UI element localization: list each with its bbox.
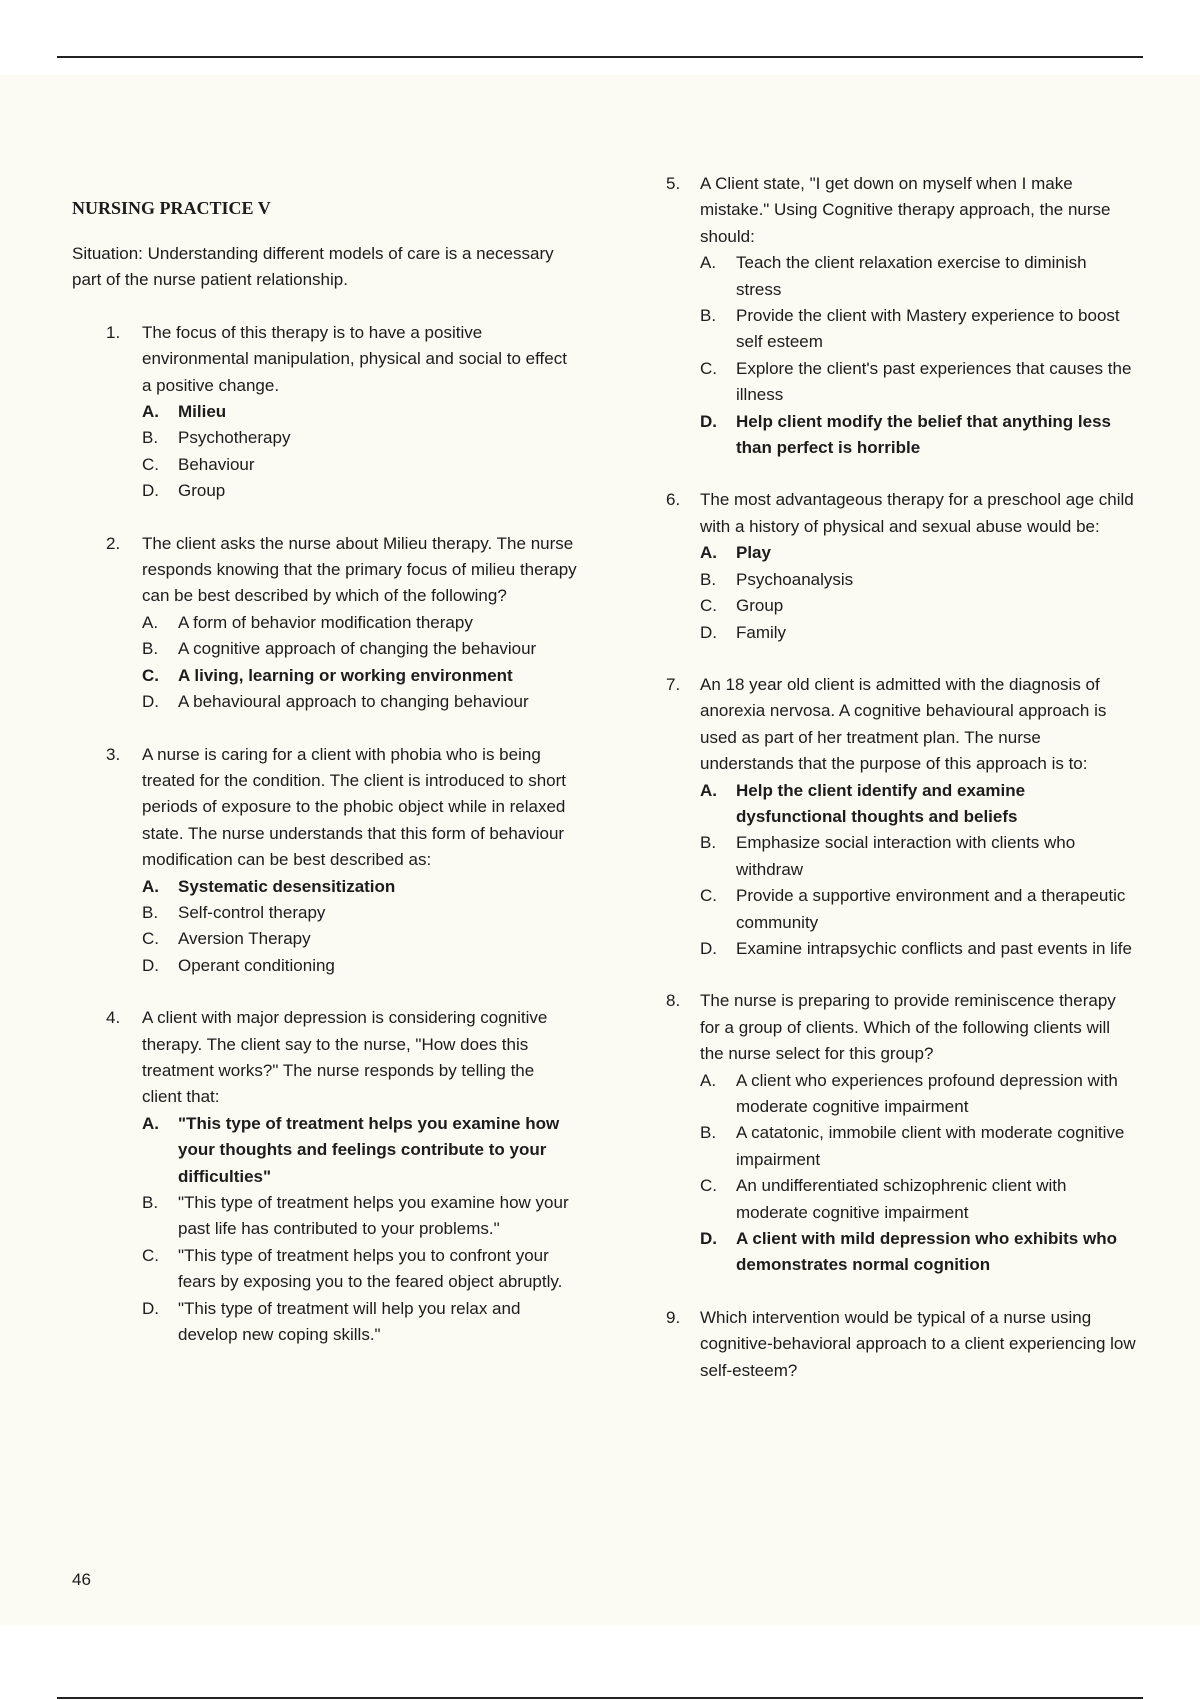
option-letter: B. — [700, 1123, 717, 1143]
question-text: A client with major depression is considering cognitive therapy. The client say to the nurse, "How does this treatment works?" The nurse responds by telling the client that: — [142, 1008, 548, 1107]
option-letter: B. — [142, 902, 159, 922]
option-text: "This type of treatment helps you examine how your thoughts and feelings contribute to your difficulties" — [178, 1113, 560, 1186]
question-text: A Client state, "I get down on myself when I make mistake." Using Cognitive therapy approach, the nurse should: — [700, 174, 1111, 246]
option — [142, 452, 577, 478]
question-number: 8. — [666, 991, 681, 1011]
answer-option — [142, 874, 577, 900]
question-stem — [72, 531, 577, 610]
option-letter: D. — [700, 1229, 717, 1249]
option-list — [72, 874, 577, 980]
option — [700, 883, 1136, 936]
left-column — [72, 75, 577, 1348]
option — [142, 953, 577, 979]
option-text: Family — [736, 622, 787, 642]
option — [142, 1190, 577, 1243]
option-text: A living, learning or working environment — [178, 665, 513, 685]
option-text: An undifferentiated schizophrenic client with moderate cognitive impairment — [736, 1176, 1067, 1222]
question-stem — [666, 487, 1136, 540]
question-item — [72, 531, 577, 716]
option-letter: A. — [142, 876, 159, 896]
answer-option — [142, 1111, 577, 1190]
question-text: The nurse is preparing to provide reminiscence therapy for a group of clients. Which of the following clients will the nurse select for this group? — [700, 991, 1116, 1064]
option-text: A form of behavior modification therapy — [178, 612, 473, 632]
option — [700, 567, 1136, 593]
question-item — [666, 487, 1136, 645]
option — [700, 830, 1136, 883]
option-letter: A. — [142, 612, 159, 632]
question-item — [666, 1305, 1136, 1384]
option-text: A catatonic, immobile client with moderate cognitive impairment — [736, 1123, 1125, 1169]
question-stem — [72, 1005, 577, 1111]
option-text: Help client modify the belief that anything less than perfect is horrible — [736, 411, 1112, 458]
option-text: Play — [736, 543, 771, 563]
option — [142, 926, 577, 952]
option-letter: D. — [142, 692, 159, 712]
option-letter: D. — [142, 955, 159, 975]
option-text: Psychotherapy — [178, 428, 291, 448]
option-letter: C. — [142, 1245, 159, 1265]
option — [700, 593, 1136, 619]
option-letter: B. — [700, 306, 717, 326]
question-stem — [72, 320, 577, 399]
question-text: An 18 year old client is admitted with the diagnosis of anorexia nervosa. A cognitive behavioural approach is used as part of her treatment plan. The nurse understands that the purpose of this approach is to: — [700, 674, 1107, 774]
question-number: 3. — [106, 744, 121, 764]
option — [142, 478, 577, 504]
option — [142, 425, 577, 451]
option — [142, 689, 577, 715]
option — [700, 356, 1136, 409]
option-letter: D. — [700, 622, 717, 642]
option-letter: D. — [700, 411, 717, 431]
top-rule — [57, 56, 1143, 58]
right-column — [666, 171, 1136, 1384]
option — [142, 610, 577, 636]
question-text: Which intervention would be typical of a nurse using cognitive-behavioral approach to a client experiencing low self-esteem? — [700, 1307, 1136, 1380]
answer-option — [700, 409, 1136, 462]
option-letter: C. — [700, 886, 717, 906]
option-letter: C. — [142, 454, 159, 474]
question-number: 7. — [666, 674, 681, 694]
option-letter: A. — [700, 543, 717, 563]
option-letter: C. — [700, 358, 717, 378]
option-text: Explore the client's past experiences that causes the illness — [736, 358, 1132, 405]
answer-option — [700, 1226, 1136, 1279]
option-letter: D. — [700, 938, 717, 958]
option — [142, 1296, 577, 1349]
option-text: Milieu — [178, 402, 227, 422]
option-text: Help the client identify and examine dysfunctional thoughts and beliefs — [736, 780, 1026, 826]
option-letter: B. — [700, 569, 717, 589]
question-text: The focus of this therapy is to have a positive environmental manipulation, physical and social to effect a positive change. — [142, 322, 567, 395]
document-page — [0, 75, 1200, 1625]
question-item — [72, 742, 577, 980]
option-letter: D. — [142, 1298, 159, 1318]
option-text: Emphasize social interaction with clients who withdraw — [736, 833, 1076, 879]
option — [700, 250, 1136, 303]
option-text: A behavioural approach to changing behaviour — [178, 692, 529, 712]
question-item — [72, 1005, 577, 1348]
question-stem — [666, 171, 1136, 250]
option-text: "This type of treatment helps you examine how your past life has contributed to your problems." — [178, 1193, 569, 1239]
question-item — [666, 171, 1136, 461]
answer-option — [700, 778, 1136, 831]
option-list — [666, 540, 1136, 646]
bottom-rule — [57, 1697, 1143, 1699]
option — [700, 1068, 1136, 1121]
option-letter: D. — [142, 481, 159, 501]
option-letter: C. — [142, 665, 159, 685]
option-list — [72, 1111, 577, 1349]
question-number: 4. — [106, 1008, 121, 1028]
question-number: 9. — [666, 1307, 681, 1327]
option-text: "This type of treatment will help you relax and develop new coping skills." — [178, 1298, 521, 1345]
option-text: A cognitive approach of changing the behaviour — [178, 639, 537, 659]
option-text: A client who experiences profound depression with moderate cognitive impairment — [736, 1070, 1118, 1116]
option-text: Group — [736, 596, 784, 616]
option-list — [72, 610, 577, 716]
question-stem — [666, 672, 1136, 778]
option-letter: A. — [142, 1113, 159, 1133]
question-text: The client asks the nurse about Milieu therapy. The nurse responds knowing that the primary focus of milieu therapy can be best described by which of the following? — [142, 533, 577, 606]
question-stem — [666, 1305, 1136, 1384]
page-number: 46 — [72, 1570, 91, 1589]
option-text: A client with mild depression who exhibits who demonstrates normal cognition — [736, 1229, 1117, 1275]
question-number: 6. — [666, 490, 681, 510]
option-text: Aversion Therapy — [178, 929, 311, 949]
option — [142, 636, 577, 662]
question-stem — [72, 742, 577, 874]
right-question-list — [666, 171, 1136, 1384]
option — [700, 1120, 1136, 1173]
option-list — [666, 778, 1136, 963]
option-letter: A. — [700, 780, 717, 800]
option-letter: C. — [700, 596, 717, 616]
option — [700, 936, 1136, 962]
option — [700, 303, 1136, 356]
situation-text: Situation: Understanding different models of care is a necessary part of the nurse patient relationship. — [72, 244, 554, 290]
option-text: Examine intrapsychic conflicts and past events in life — [736, 938, 1132, 958]
question-number: 1. — [106, 322, 121, 342]
option-text: Teach the client relaxation exercise to diminish stress — [736, 253, 1087, 299]
option-letter: C. — [142, 929, 159, 949]
option-text: Psychoanalysis — [736, 569, 854, 589]
option-list — [666, 250, 1136, 461]
question-number: 5. — [666, 174, 681, 193]
option — [142, 900, 577, 926]
option-text: Behaviour — [178, 454, 255, 474]
option — [700, 620, 1136, 646]
option-letter: B. — [700, 833, 717, 853]
question-item — [666, 672, 1136, 962]
answer-option — [142, 663, 577, 689]
option-letter: A. — [142, 402, 159, 422]
question-item — [72, 320, 577, 505]
option-letter: C. — [700, 1176, 717, 1196]
option-letter: B. — [142, 639, 159, 659]
option-text: "This type of treatment helps you to confront your fears by exposing you to the feared object abruptly. — [178, 1245, 563, 1292]
left-question-list — [72, 320, 577, 1349]
option-list — [72, 399, 577, 505]
option-text: Self-control therapy — [178, 902, 326, 922]
option — [142, 1243, 577, 1296]
question-text: A nurse is caring for a client with phobia who is being treated for the condition. The client is introduced to short periods of exposure to the phobic object while in relaxed state. The nurse understands that this form of behaviour modification can be best described as: — [142, 744, 566, 870]
option-letter: B. — [142, 1193, 159, 1212]
question-text: The most advantageous therapy for a preschool age child with a history of physical and sexual abuse would be: — [700, 490, 1134, 536]
option-letter: A. — [700, 1070, 717, 1090]
answer-option — [142, 399, 577, 425]
question-item — [666, 988, 1136, 1278]
answer-option — [700, 540, 1136, 566]
option-list — [666, 1068, 1136, 1279]
question-stem — [666, 988, 1136, 1067]
option-text: Operant conditioning — [178, 955, 335, 975]
section-title: NURSING PRACTICE V — [72, 198, 271, 218]
question-number: 2. — [106, 533, 121, 553]
option-text: Systematic desensitization — [178, 876, 396, 896]
option — [700, 1173, 1136, 1226]
option-text: Provide a supportive environment and a therapeutic community — [736, 886, 1126, 932]
option-text: Provide the client with Mastery experience to boost self esteem — [736, 306, 1120, 352]
option-letter: A. — [700, 253, 717, 273]
option-text: Group — [178, 481, 226, 501]
option-letter: B. — [142, 428, 159, 448]
